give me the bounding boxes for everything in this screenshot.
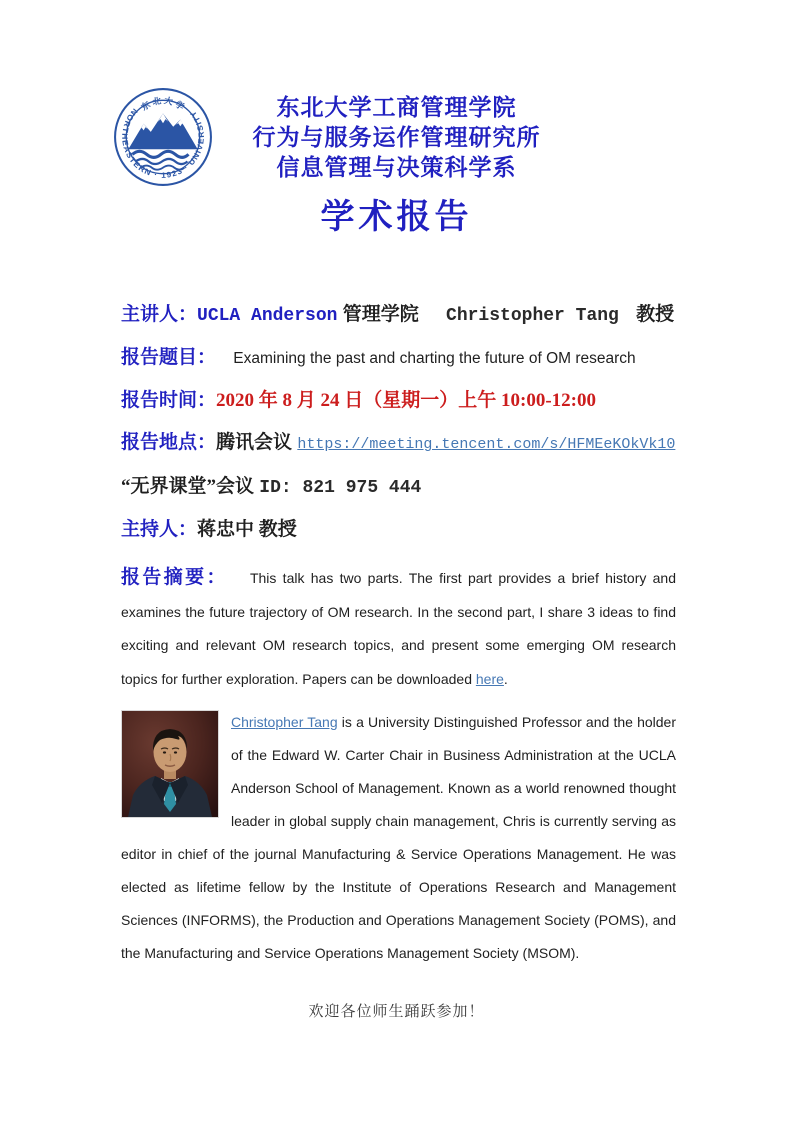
time-label: 报告时间： xyxy=(121,390,217,411)
bio-christopher-tang-link[interactable]: Christopher Tang xyxy=(231,714,338,730)
university-logo-graphic xyxy=(112,86,214,188)
org-line-department: 信息管理与决策科学系 xyxy=(276,154,517,180)
org-line-school: 东北大学工商管理学院 xyxy=(276,94,517,120)
org-line-institute: 行为与服务运作管理研究所 xyxy=(252,124,541,150)
bio-text: is a University Distinguished Professor and the holder of the Edward W. Carter Chair in Business Administration at the UCLA Anderson School of Management. Known as a world renowned thought leader in global supply chain management, Chris is currently serving as editor in chief of the journal Manufacturing & Service Operations Management. He was elected as lifetime fellow by the Institute of Operations Research and Management Sciences (INFORMS), the Production and Operations Management Society (POMS), and the Manufacturing and Service Operations Management Society (MSOM). xyxy=(121,714,676,961)
page-title: 学术报告 xyxy=(320,198,473,236)
abstract-text: This talk has two parts. The first part provides a brief history and examines the future trajectory of OM research. In the second part, I share 3 ideas to find exciting and relevant OM research topics, and present some emerging OM research topics for further exploration. Papers can be downloaded xyxy=(121,570,676,687)
speaker-org-en: UCLA Anderson xyxy=(197,306,338,326)
speaker-org-cn: 管理学院 xyxy=(342,304,419,325)
meeting-link[interactable]: https://meeting.tencent.com/s/HFMEeKOkVk10 xyxy=(297,436,676,453)
svg-text:NORTHEASTERN · 1923 · UNIVERSI: NORTHEASTERN · 1923 · UNIVERSITY xyxy=(120,106,206,180)
speaker-label: 主讲人： xyxy=(121,304,198,325)
bio-section xyxy=(121,706,676,970)
speaker-photo xyxy=(122,711,218,817)
speaker-name: Christopher Tang xyxy=(446,306,619,326)
abstract-paragraph xyxy=(121,561,676,696)
topic-label: 报告题目： xyxy=(121,347,217,368)
university-logo xyxy=(112,86,214,188)
venue-label: 报告地点： xyxy=(121,432,217,453)
welcome-line: 欢迎各位师生踊跃参加！ xyxy=(308,1003,485,1020)
papers-download-link[interactable]: here xyxy=(475,670,504,687)
topic-line xyxy=(121,347,676,370)
venue-platform: 腾讯会议 xyxy=(216,432,293,453)
host-label: 主持人： xyxy=(121,519,198,540)
host-line xyxy=(121,519,676,541)
venue-line xyxy=(121,432,676,456)
meeting-id-cjk: “无界课堂”会议 xyxy=(121,476,255,497)
time-line xyxy=(121,390,676,412)
talk-info xyxy=(121,304,676,541)
portrait-image xyxy=(122,711,218,817)
meeting-id-line xyxy=(121,476,676,499)
speaker-title: 教授 xyxy=(636,304,675,325)
abstract-text-end: . xyxy=(503,670,508,687)
speaker-line xyxy=(121,304,676,327)
meeting-id-value: ID: 821 975 444 xyxy=(259,478,422,498)
host-name: 蒋忠中 教授 xyxy=(197,519,297,540)
svg-text:东北大学: 东北大学 xyxy=(139,95,188,114)
talk-title: Examining the past and charting the future of OM research xyxy=(233,350,636,367)
abstract-label: 报告摘要： xyxy=(121,567,228,588)
talk-datetime: 2020 年 8 月 24 日（星期一）上午 10:00-12:00 xyxy=(216,390,596,411)
